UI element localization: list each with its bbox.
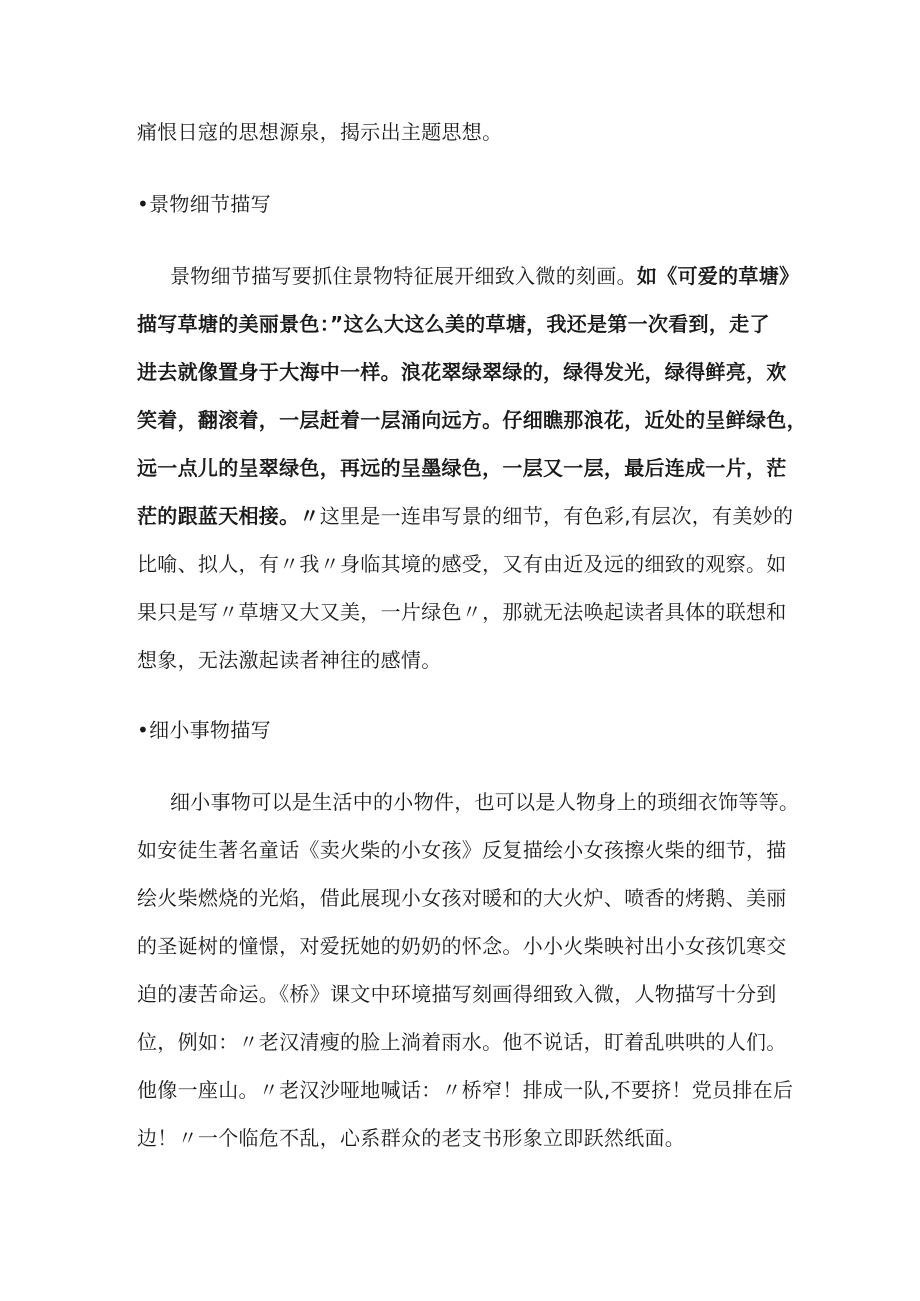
paragraph-bold-text: 茫的跟蓝天相接。〃 [137, 504, 320, 528]
paragraph-line: 如安徒生著名童话《卖火柴的小女孩》反复描绘小女孩擦火柴的细节，描 [137, 838, 787, 862]
paragraph-line: 比喻、拟人，有〃我〃身临其境的感受，又有由近及远的细致的观察。如 [137, 552, 787, 576]
paragraph-text: 这里是一连串写景的细节，有色彩,有层次，有美妙的 [319, 504, 794, 528]
section1-heading: •景物细节描写 [137, 192, 271, 216]
intro-line: 痛恨日寇的思想源泉，揭示出主题思想。 [137, 120, 503, 144]
paragraph-line: 果只是写〃草塘又大又美，一片绿色〃，那就无法唤起读者具体的联想和 [137, 600, 787, 624]
paragraph-line: 绘火柴燃烧的光焰，借此展现小女孩对暖和的大火炉、喷香的烤鹅、美丽 [137, 886, 787, 910]
paragraph-bold-text: 如《可爱的草塘》 [636, 264, 800, 288]
paragraph-line: 笑着，翻滚着，一层赶着一层涌向远方。仔细瞧那浪花，近处的呈鲜绿色， [137, 408, 807, 432]
paragraph-line: 想象，无法激起读者神往的感情。 [137, 648, 442, 672]
paragraph-line: 迫的凄苦命运。《桥》课文中环境描写刻画得细致入微，人物描写十分到 [137, 982, 777, 1006]
paragraph-line: 描写草塘的美丽景色：”这么大这么美的草塘，我还是第一次看到，走了 [137, 312, 770, 336]
paragraph-line [137, 502, 793, 530]
paragraph-line: 细小事物可以是生活中的小物件，也可以是人物身上的琐细衣饰等等。 [170, 790, 800, 814]
paragraph-line [170, 262, 799, 290]
paragraph-line: 他像一座山。〃老汉沙哑地喊话：〃桥窄！排成一队,不要挤！党员排在后 [137, 1078, 794, 1102]
paragraph-line: 边！〃一个临危不乱，心系群众的老支书形象立即跃然纸面。 [137, 1126, 686, 1150]
paragraph-line: 位，例如：〃老汉清瘦的脸上淌着雨水。他不说话，盯着乱哄哄的人们。 [137, 1030, 787, 1054]
section2-heading: •细小事物描写 [137, 718, 271, 742]
paragraph-line: 远一点儿的呈翠绿色，再远的呈墨绿色，一层又一层，最后连成一片，茫 [137, 456, 787, 480]
paragraph-line: 进去就像置身于大海中一样。浪花翠绿翠绿的，绿得发光，绿得鲜亮，欢 [137, 360, 787, 384]
paragraph-text: 景物细节描写要抓住景物特征展开细致入微的刻画。 [170, 264, 637, 288]
paragraph-line: 的圣诞树的憧憬，对爱抚她的奶奶的怀念。小小火柴映衬出小女孩饥寒交 [137, 934, 787, 958]
